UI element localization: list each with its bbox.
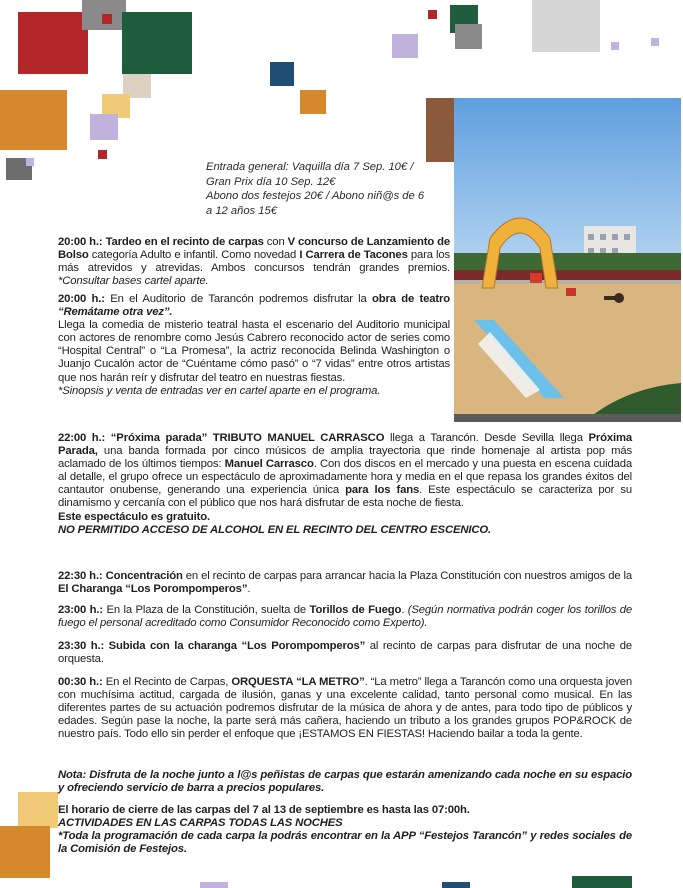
event-concentracion xyxy=(58,570,632,596)
event-highlight: El Charanga “Los Porompomperos” xyxy=(58,583,248,596)
event-title: Concentración xyxy=(105,570,183,582)
deco-square xyxy=(0,826,50,878)
event-time: 20:00 h.: xyxy=(58,293,105,305)
event-note: *Sinopsis y venta de entradas ver en cartel aparte en el programa. xyxy=(58,384,381,397)
event-text: . xyxy=(247,583,251,596)
event-title: “Próxima parada” TRIBUTO MANUEL CARRASCO xyxy=(105,432,385,444)
event-text: una banda formada por cinco músicos de amplia trayectoria que rinde homenaje al artista pop más aclamado de los últimos tiempos: xyxy=(58,445,632,471)
event-highlight: obra de teatro xyxy=(372,293,450,305)
event-text: . “La metro” llega a Tarancón como una orquesta joven con muchísima actitud, cargada de ilusión, ganas y una excelente calidad, tanto personal como musical. En las diferentes partes de su actuación podremos disfrutar de la música de ahora y de antes, para todo tipo de públicos y edades. Según pase la noche, la parte será más cañera, haciendo un tributo a los grandes grupos POP&ROCK de nuestro país. Todo ello sin perder el enfoque que ¡ESTAMOS EN FIESTAS! Haciendo bailar a toda la gente. xyxy=(58,676,633,741)
event-tributo xyxy=(58,432,632,537)
event-tardeo xyxy=(58,236,450,288)
deco-square xyxy=(651,38,659,46)
deco-square xyxy=(392,34,418,58)
deco-square xyxy=(300,90,326,114)
event-text: En la Plaza de la Constitución, suelta de xyxy=(102,604,310,616)
deco-square xyxy=(200,882,228,888)
event-text: llega a Tarancón. Desde Sevilla llega xyxy=(384,432,589,444)
deco-square xyxy=(102,14,112,24)
deco-square xyxy=(18,12,88,74)
peñas-note: Nota: Disfruta de la noche junto a l@s peñistas de carpas que estarán amenizando cada noche en su espacio y ofreciendo servicio de barra a precios populares. xyxy=(58,769,632,795)
ticket-line: Gran Prix día 10 Sep. 12€ xyxy=(206,175,336,188)
deco-square xyxy=(0,90,67,150)
event-text: . Este espectáculo se caracteriza por su dinamismo y cercanía con el público que nos hará disfrutar de esta noche de fiesta. xyxy=(58,484,632,510)
ticket-prices xyxy=(206,160,451,218)
activities-heading: ACTIVIDADES EN LAS CARPAS TODAS LAS NOCHES xyxy=(58,817,343,830)
deco-square xyxy=(98,150,107,159)
programming-note: *Toda la programación de cada carpa la podrás encontrar en la APP “Festejos Tarancón” y redes sociales de la Comisión de Festejos. xyxy=(58,830,632,856)
deco-square xyxy=(572,876,632,888)
event-highlight: I Carrera de Tacones xyxy=(299,249,408,262)
deco-square xyxy=(26,158,34,166)
deco-square xyxy=(426,98,456,162)
event-highlight: ORQUESTA “LA METRO” xyxy=(231,676,365,688)
event-text: En el Recinto de Carpas, xyxy=(102,676,232,688)
bullring-photo xyxy=(454,98,681,422)
event-time: 23:00 h.: xyxy=(58,604,103,616)
event-teatro xyxy=(58,293,450,398)
event-title: Tardeo en el recinto de carpas xyxy=(105,236,264,248)
event-highlight: para los fans xyxy=(345,484,420,497)
deco-square xyxy=(122,12,192,74)
bullring-illustration xyxy=(454,98,681,422)
closing-hours: El horario de cierre de las carpas del 7 al 13 de septiembre es hasta las 07:00h. xyxy=(58,804,470,816)
event-time: 00:30 h.: xyxy=(58,676,103,688)
event-torillos xyxy=(58,604,632,630)
ticket-line: Abono dos festejos 20€ / Abono niñ@s de 6 xyxy=(206,190,425,202)
event-text: . xyxy=(401,604,408,616)
event-highlight: Próxima Parada, xyxy=(58,432,633,458)
event-highlight: V concurso de Lanzamiento de Bolso xyxy=(58,236,450,262)
event-title: Subida con la charanga “Los Porompomperos” xyxy=(104,640,366,652)
event-highlight: “Remátame otra vez”. xyxy=(58,306,173,319)
event-orquesta xyxy=(58,676,632,741)
event-time: 22:00 h.: xyxy=(58,432,106,444)
deco-square xyxy=(611,42,619,50)
deco-square xyxy=(428,10,437,19)
event-text: categoría Adulto e infantil. Como novedad xyxy=(88,249,300,262)
event-subida xyxy=(58,640,632,666)
deco-square xyxy=(270,62,294,86)
event-highlight: Manuel Carrasco xyxy=(224,458,314,471)
event-text: en el recinto de carpas para arrancar hacia la Plaza Constitución con nuestros amigos de la xyxy=(182,570,632,582)
deco-square xyxy=(442,882,470,888)
alcohol-warning: NO PERMITIDO ACCESO DE ALCOHOL EN EL RECINTO DEL CENTRO ESCENICO. xyxy=(58,523,491,536)
ticket-line: Entrada general: Vaquilla día 7 Sep. 10€ / xyxy=(206,161,414,173)
event-description: Llega la comedia de misterio teatral hasta el escenario del Auditorio municipal con actores de renombre como Jesús Cabrero reconocido actor de series como “Hospital Central” o “La Promesa”, la actriz reconocida Belinda Washington o Juanjo Cucalón actor de “Cuéntame cómo pasó” o “7 vidas” entre otros artistas que nos harán reír y disfrutar del teatro en nuestras fiestas. xyxy=(58,319,450,384)
event-time: 20:00 h.: xyxy=(58,236,103,248)
event-text: con xyxy=(263,236,288,248)
free-entry-note: Este espectáculo es gratuito. xyxy=(58,510,210,523)
event-time: 22:30 h.: xyxy=(58,570,103,582)
ticket-line: a 12 años 15€ xyxy=(206,204,277,217)
event-text: En el Auditorio de Tarancón podremos disfrutar la xyxy=(104,293,373,305)
deco-square xyxy=(455,24,482,49)
event-text: . Con dos discos en el mercado y una puesta en escena cuidada al detalle, el grupo ofrece un espectáculo de aproximadamente hora y media en el que repasa los grandes éxitos del cantautor onubense, generando una experiencia única xyxy=(58,458,632,497)
footer-info xyxy=(58,804,632,856)
deco-square xyxy=(18,792,58,828)
event-time: 23:30 h.: xyxy=(58,640,105,652)
event-note: *Consultar bases cartel aparte. xyxy=(58,275,209,288)
deco-square xyxy=(90,114,118,140)
event-text: al recinto de carpas para disfrutar de una noche de orquesta. xyxy=(58,640,633,666)
event-highlight: Torillos de Fuego xyxy=(309,604,402,616)
deco-square xyxy=(532,0,600,52)
event-text: para los más atrevidos y atrevidas. Ambos concursos tendrán grandes premios. xyxy=(58,249,450,275)
event-note: (Según normativa podrán coger los torillos de fuego el personal acreditado como Consumidor Reconocido como Experto). xyxy=(58,604,632,630)
